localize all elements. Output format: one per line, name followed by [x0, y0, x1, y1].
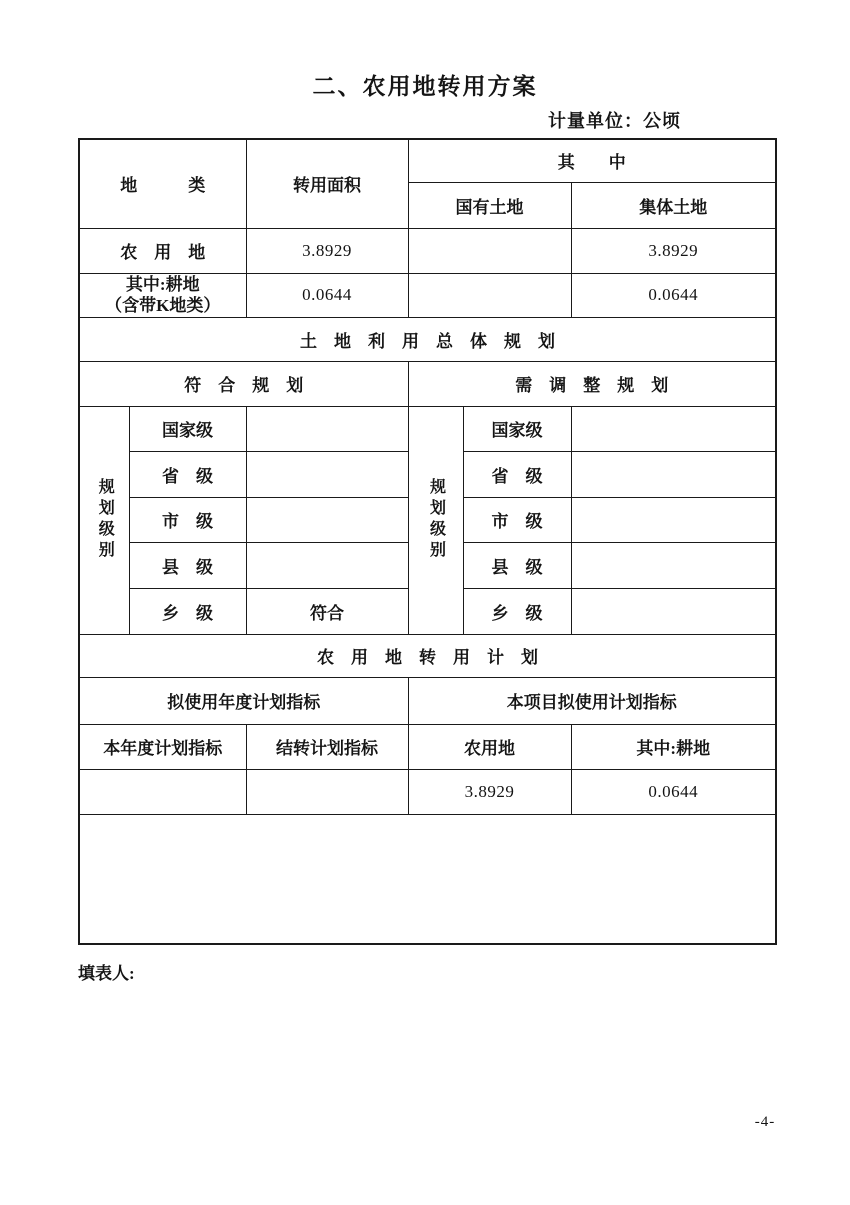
adjust-value-county [571, 542, 776, 588]
unit-note: 计量单位：公顷 [548, 111, 681, 131]
agri-land-collective-value: 3.8929 [571, 228, 776, 273]
page-title: 二、农用地转用方案 [312, 73, 538, 99]
agri-land-label: 农 用 地 [79, 228, 246, 273]
col-header-carryover: 结转计划指标 [246, 724, 408, 769]
adjust-level-group-label [408, 406, 463, 634]
conform-level-label-province: 省 级 [129, 451, 246, 497]
col-header-current-year: 本年度计划指标 [79, 724, 246, 769]
land-conversion-table [78, 138, 777, 945]
adjust-level-label-county: 县 级 [463, 542, 571, 588]
adjust-value-township [571, 588, 776, 634]
cultivated-land-state-value [408, 273, 571, 317]
adjust-value-city [571, 497, 776, 542]
remarks-empty-cell [79, 814, 776, 944]
page-number: -4- [754, 1114, 776, 1130]
conform-level-label-city: 市 级 [129, 497, 246, 542]
conform-value-national [246, 406, 408, 451]
conform-value-township: 符合 [246, 588, 408, 634]
value-current-year [79, 769, 246, 814]
adjust-plan-header: 需 调 整 规 划 [408, 361, 776, 406]
header-state-land: 国有土地 [408, 182, 571, 228]
quota-section-title: 农 用 地 转 用 计 划 [79, 634, 776, 677]
header-collective-land: 集体土地 [571, 182, 776, 228]
cultivated-land-collective-value: 0.0644 [571, 273, 776, 317]
project-quota-header: 本项目拟使用计划指标 [408, 677, 776, 724]
adjust-level-label-city: 市 级 [463, 497, 571, 542]
adjust-level-label-township: 乡 级 [463, 588, 571, 634]
conform-level-label-national: 国家级 [129, 406, 246, 451]
conform-level-label-county: 县 级 [129, 542, 246, 588]
cultivated-land-area-value: 0.0644 [246, 273, 408, 317]
conform-level-group-label [79, 406, 129, 634]
plan-section-title: 土 地 利 用 总 体 规 划 [79, 317, 776, 361]
cultivated-land-label-line2: （含带K地类） [105, 296, 221, 315]
cultivated-land-label [79, 273, 246, 317]
cultivated-land-label-line1: 其中:耕地 [125, 274, 200, 294]
header-of-which: 其 中 [408, 139, 776, 182]
value-cultivated: 0.0644 [571, 769, 776, 814]
adjust-level-group-text: 规划级别 [427, 478, 445, 562]
adjust-level-label-national: 国家级 [463, 406, 571, 451]
header-conversion-area: 转用面积 [246, 139, 408, 228]
adjust-value-national [571, 406, 776, 451]
conform-value-county [246, 542, 408, 588]
header-land-type: 地 类 [79, 139, 246, 228]
conform-level-label-township: 乡 级 [129, 588, 246, 634]
agri-land-state-value [408, 228, 571, 273]
annual-quota-header: 拟使用年度计划指标 [79, 677, 408, 724]
col-header-agri: 农用地 [408, 724, 571, 769]
value-agri: 3.8929 [408, 769, 571, 814]
form-filler-label: 填表人: [78, 964, 135, 983]
value-carryover [246, 769, 408, 814]
adjust-value-province [571, 451, 776, 497]
adjust-level-label-province: 省 级 [463, 451, 571, 497]
conform-plan-header: 符 合 规 划 [79, 361, 408, 406]
col-header-cultivated: 其中:耕地 [571, 724, 776, 769]
conform-level-group-text: 规划级别 [96, 478, 114, 562]
agri-land-area-value: 3.8929 [246, 228, 408, 273]
conform-value-province [246, 451, 408, 497]
conform-value-city [246, 497, 408, 542]
